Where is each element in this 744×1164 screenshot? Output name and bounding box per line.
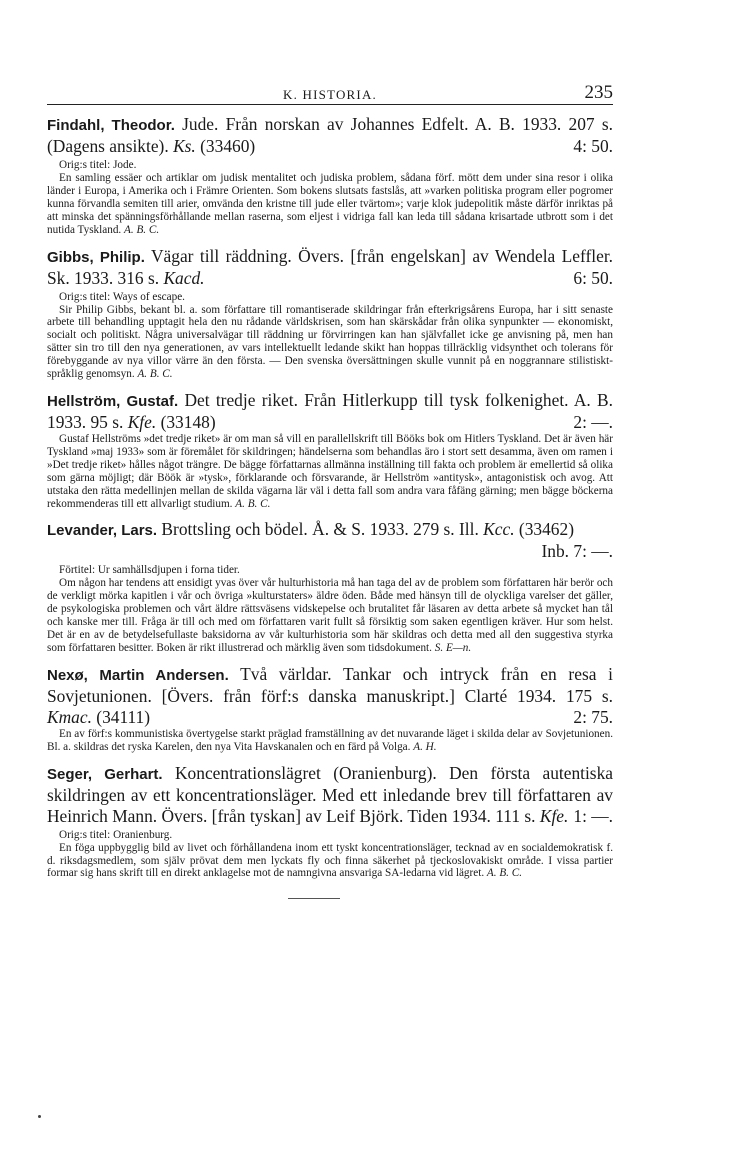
- author-name: Levander, Lars.: [47, 522, 158, 540]
- price: 1: —.: [573, 805, 613, 826]
- book-entry: [47, 763, 613, 881]
- review-text: [47, 433, 613, 510]
- price: 2: —.: [573, 411, 613, 432]
- classification-code: Ks.: [173, 136, 196, 156]
- reviewer-signature: A. H.: [413, 740, 437, 753]
- original-title: Orig:s titel: Jode.: [59, 159, 137, 171]
- entry-heading: [47, 664, 613, 728]
- original-title: Orig:s titel: Ways of escape.: [59, 290, 185, 303]
- classification-code: Kfe.: [127, 411, 157, 432]
- reviewer-signature: A. B. C.: [124, 223, 160, 236]
- book-entry: [47, 114, 613, 237]
- publication-info: 207 s. (Dagens ansikte).: [47, 114, 613, 156]
- page: [47, 82, 613, 899]
- classification-code: Kfe.: [539, 805, 569, 826]
- book-entry: [47, 664, 613, 754]
- publication-info: A. B. 1933. 95 s.: [47, 389, 613, 432]
- classification-code: Kmac.: [47, 706, 92, 727]
- entry-heading: [47, 519, 613, 562]
- section-title: K. HISTORIA.: [283, 87, 377, 102]
- original-title: Orig:s titel: Oranienburg.: [59, 828, 173, 841]
- author-name: Findahl, Theodor.: [47, 117, 175, 134]
- review-body: Gustaf Hellströms »det tredje riket» är om man så vill en parallellskrift till Bööks bok om Hitlers Tyskland. Det är även här Tyskland »maj 1933» som är föremålet för skildringen; händelserna som behandlas äro i stort sett desamma, även om ramen i »Det tredje riket» hålles något trängre. De bägge författarnas allmänna inställning till fakta och problem är emellertid så olika som gärna möjligt; där Böök är »tysk», förklarande och försvarande, är Hellström »antitysk», antagonistisk och avog. Att utstaka den rätta medellinjen mellan de skilda vägarna lär väl i detta fall som andra vara fåfäng gärning; men bägge böckerna rekommenderas till ett allvarligt studium.: [47, 432, 613, 510]
- review-text: [47, 172, 613, 237]
- classification-code: Kacd.: [163, 267, 205, 288]
- entry-heading: [47, 763, 613, 827]
- book-entry: [47, 246, 613, 381]
- subtitle-note: Förtitel: Ur samhällsdjupen i forna tider.: [59, 564, 240, 577]
- catalog-number: (33462): [518, 519, 574, 540]
- catalog-number: (33460): [200, 136, 256, 156]
- author-name: Gibbs, Philip.: [47, 248, 145, 266]
- end-rule: [288, 898, 340, 899]
- review-text: [47, 728, 613, 754]
- reviewer-signature: A. B. C.: [137, 368, 173, 381]
- review-body: En föga uppbygglig bild av livet och förhållandena inom ett tyskt koncentrationsläger, tecknad av en socialdemokratisk f. d. riksdagsmedlem, som själv prövat dem men lyckats fly och finna säkerhet på tjeckoslovakiskt område. I vissa partier formar sig hans skrift till en direkt anklagelse mot de namngivna ansvariga SA-ledarna vid lägret.: [47, 841, 613, 880]
- entry-heading: [47, 246, 613, 289]
- price: Inb. 7: —.: [541, 541, 613, 562]
- review-text: [47, 842, 613, 881]
- margin-dot: [38, 1115, 41, 1118]
- title-line: Brottsling och bödel. Å. & S. 1933. 279 s. Ill.: [161, 519, 479, 540]
- review-text: [47, 304, 613, 381]
- page-number: 235: [584, 82, 613, 103]
- running-header: [47, 82, 613, 105]
- title-line: Koncentrationslägret (Oranienburg). Den första autentiska skildringen av ett koncentrationsläger. Med ett inledande brev till författaren av Heinrich Mann. Övers. [från tyskan] av Leif Björk. Tiden: [47, 762, 613, 826]
- review-text: [47, 577, 613, 654]
- catalog-number: (33148): [160, 411, 216, 432]
- title-line: Två världar. Tankar och intryck från en resa i Sovjetunionen. [Övers. från förf:s danska manuskript.] Clarté 1934.: [47, 663, 613, 706]
- book-entry: [47, 519, 613, 654]
- price: 2: 75.: [573, 706, 613, 727]
- author-name: Hellström, Gustaf.: [47, 392, 179, 410]
- title-line: Vägar till räddning. Övers. [från engelskan] av Wendela: [150, 245, 556, 266]
- publication-info: 175 s.: [565, 685, 613, 706]
- entry-heading: [47, 114, 613, 157]
- reviewer-signature: S. E—n.: [434, 641, 472, 654]
- review-body: Om någon har tendens att ensidigt yvas över vår hulturhistoria må han taga del av de problem som författaren här berör och de verkligt mörka kapitlen i vår och övriga »kulturstaters» äldre öden. Både med hänsyn till de olyckliga varelser det gäller, de psykologiska problemen och vårt äldre rättsväsens vidskepelse och brutalitet får läsaren av detta arbete så mycket han tål och kanske mer till. Fråga är till och med om författaren varit fullt så försiktig som saken egentligen kräver. Hur som helst. Det är en av de betydelsefullaste baksidorna av vår kulturhistoria som här skildras och detta med all den suggestiva styrka som författaren besitter. Boken är rikt illustrerad och märklig även som tidsdokument.: [47, 577, 613, 654]
- reviewer-signature: A. B. C.: [235, 497, 271, 510]
- title-line: Det tredje riket. Från Hitlerkupp till tysk folkenighet.: [184, 389, 569, 410]
- price: 6: 50.: [573, 267, 613, 288]
- review-body: Sir Philip Gibbs, bekant bl. a. som författare till romantiserade skildringar från efterkrigsårens Europa, har i sitt senaste arbete till behandling upptagit hela den nu rådande världskrisen, som han skärskådar från olika synpunkter — ekonomiskt, socialt och politiskt. Några universalvägar till räddning ur förvirringen kan han självfallet icke ge anvisning på, men han sätter sin tro till den nya generationen, av vars intellektuellt ledande skikt han hoppas tillräcklig vidsynthet och tolerans för förebyggande av nya villor värre än den första. — Den svenska översättningen skulle vunnit på en noggrannare stilistiskt-språklig genomsyn.: [47, 303, 613, 381]
- price: 4: 50.: [573, 136, 613, 156]
- publication-info: 1934. 111 s.: [451, 805, 536, 826]
- author-name: Nexø, Martin Andersen.: [47, 666, 229, 684]
- classification-code: Kcc.: [483, 519, 515, 540]
- publication-info: Leffler. Sk. 1933. 316 s.: [47, 245, 613, 288]
- title-line: Jude. Från norskan av Johannes Edfelt. A. B. 1933.: [182, 114, 562, 134]
- author-name: Seger, Gerhart.: [47, 765, 163, 783]
- review-body: En av förf:s kommunistiska övertygelse starkt präglad framställning av det nuvarande läget i skilda delar av Sovjetunionen. Bl. a. skildras det ryska Karelen, den nya Vita Havskanalen och en färd på Volga.: [47, 727, 613, 753]
- reviewer-signature: A. B. C.: [486, 867, 523, 880]
- review-body: En samling essäer och artiklar om judisk mentalitet och judiska problem, sådana förf. mött dem under sina resor i olika länder i Europa, i Amerika och i Främre Orienten. Som bokens slutsats fastslås, att »varken politiska program eller pogromer kunna förvandla semiten till arier, omvända den kristne till jude eller tvärtom»; varje klok judepolitik måste därför inriktas på att minska det spänningsförhållande mellan raserna, som eljest i vidriga fall kan leda till sådana krisartade utbrott som i det nutida Tyskland.: [47, 172, 613, 236]
- entry-heading: [47, 390, 613, 433]
- book-entry: [47, 390, 613, 510]
- catalog-number: (34111): [96, 706, 151, 727]
